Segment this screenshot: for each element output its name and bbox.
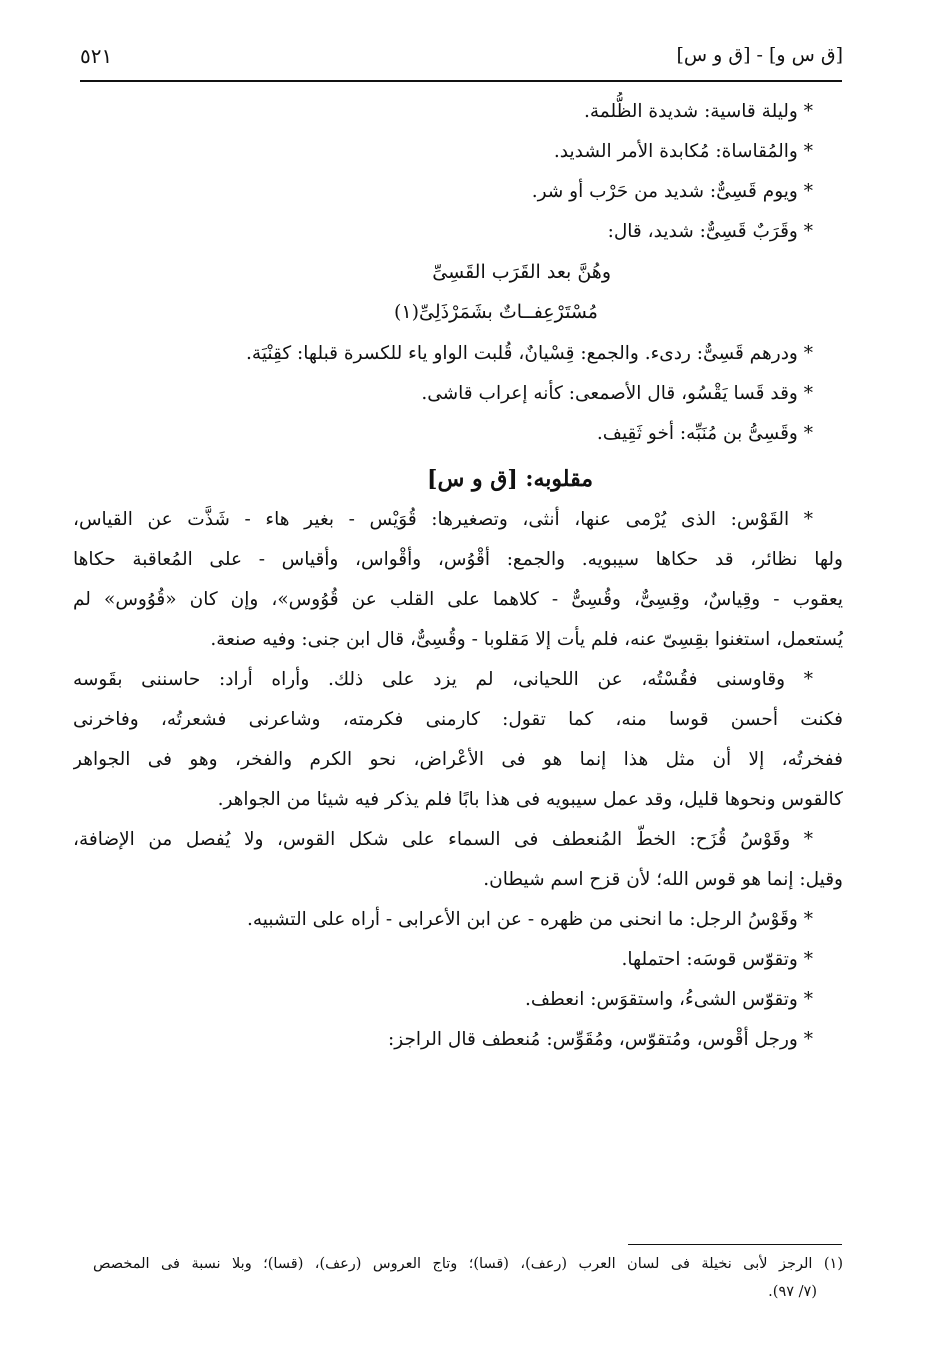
paragraph-line: يعقوب - وقِياسٌ، وقِسِىٌّ، وقُسِىٌّ - كلاهما على القلب عن قُوُوس»، وإن كان «قُوُوس» لم [73,589,843,610]
verse-line: وهُنَّ بعد القَرَب القَسِىِّ [432,261,611,283]
verse-line: مُسْتَرْعِفــاتٌ بشَمَرْذَلِىِّ(١) [394,301,598,323]
entry-line: * وليلة قاسية: شديدة الظُّلمة. [583,101,813,122]
paragraph-line: وقيل: إنما هو قوس الله؛ لأن قزح اسم شيطان. [483,869,843,890]
entry-line: * وتقوّس الشىءُ، واستقوَس: انعطف. [524,989,813,1010]
entry-line: * وقَرَبٌ قَسِىٌّ: شديد، قال: [607,221,813,242]
paragraph-line: فكنت أحسن قوسا منه، كما تقول: كارمنى فكرمته، وشاعرنى فشعرتُه، وفاخرنى [73,709,843,730]
paragraph-line: يُستعمل، استغنوا بقِسِىّ عنه، فلم يأت إلا مَقلوبا - وقُسِىٌّ، قال ابن جنى: وفيه صنعة. [210,629,843,650]
paragraph-line: كالقوس ونحوها قليل، وقد عمل سيبويه فى هذا بابًا فلم يذكر فيه شيئا من الجواهر. [217,789,843,810]
footnote-line: (١) الرجز لأبى نخيلة فى لسان العرب (رعف)، (قسا)؛ وتاج العروس (رعف)، (قسا)؛ وبلا نسبة فى المخصص [93,1256,843,1272]
footnote-rule [628,1244,842,1245]
paragraph-line: * وقاوسنى فقُسْتُه، عن اللحيانى، لم يزد على ذلك. وأراه أراد: حاسننى بقَوسه [73,669,813,690]
footnote-line: (٧/ ٩٧). [768,1284,817,1300]
running-header-roots: [ق س و] - [ق و س] [676,44,843,66]
paragraph-line: ففخرتُه، إلا أن مثل هذا إنما هو فى الأعْراض، نحو الكرم والفخر، وهو فى الجواهر [73,749,843,770]
entry-line: * وقد قَسا يَقْسُو، قال الأصمعى: كأنه إعراب قاشى. [421,383,813,404]
entry-line: * وتقوّس قوسَه: احتملها. [621,949,813,970]
paragraph-line: * وقَوْسُ قُزَح: الخطّ المُنعطف فى السماء على شكل القوس، ولا يُفصل من الإضافة، [73,829,813,850]
entry-line: * ورجل أقْوس، ومُتقوّس، ومُقَوِّس: مُنعطف قال الراجز: [388,1029,813,1050]
page-body [73,92,843,1060]
entry-line: * وقَسِىُّ بن مُنَبِّه: أخو ثَقِيف. [596,423,813,444]
footnote [93,1250,843,1306]
section-heading: مقلوبه: [ق و س] [427,466,593,492]
paragraph-line: * القَوْس: الذى يُرْمى عنها، أنثى، وتصغيرها: قُوَيْس - بغير هاء - شَذَّت عن القياس، [73,509,813,530]
entry-line: * والمُقاساة: مُكابدة الأمر الشديد. [553,141,813,162]
entry-line: * ودرهم قَسِىٌّ: ردىء. والجمع: قِسْيانٌ، قُلبت الواو ياء للكسرة قبلها: كقِنْيَة. [246,343,813,364]
paragraph-line: ولها نظائر، قد حكاها سيبويه. والجمع: أقْوُس، وأقْواس، وأقياس - على المُعاقبة حكاها [73,549,843,570]
entry-line: * ويوم قَسِىٌّ: شديد من حَرْب أو شر. [531,181,813,202]
header-rule [80,80,842,82]
page-number: ٥٢١ [80,44,113,68]
entry-line: * وقَوْسُ الرجل: ما انحنى من ظهره - عن ابن الأعرابى - أراه على التشبيه. [246,909,813,930]
